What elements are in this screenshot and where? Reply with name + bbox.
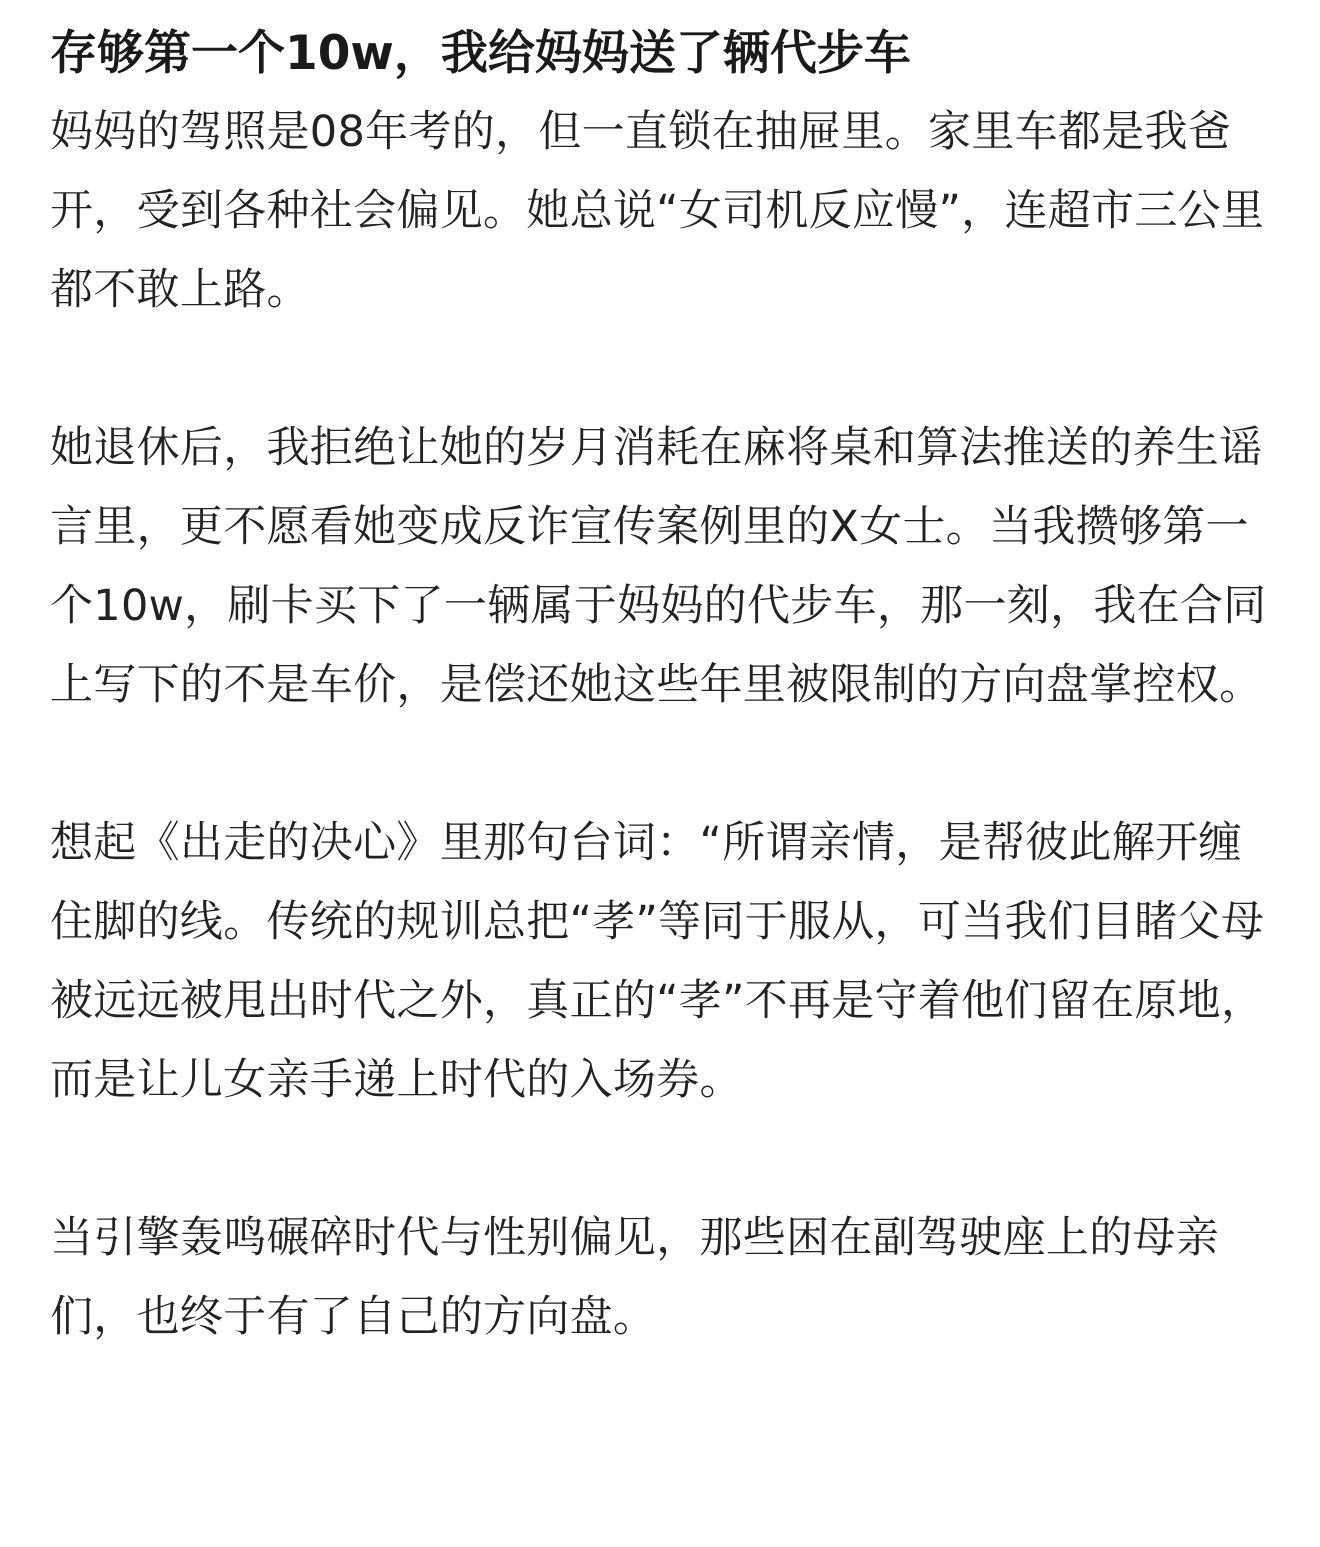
watermark-blur <box>575 760 795 798</box>
paragraph-gap <box>50 330 1270 409</box>
paragraph-3: 想起《出走的决心》里那句台词：“所谓亲情，是帮彼此解开缠住脚的线。传统的规训总把“孝”等同于服从，可当我们目睹父母被远远被甩出时代之外，真正的“孝”不再是守着他们留在原地，而是让儿女亲手递上时代的入场券。 <box>50 818 1265 1105</box>
paragraph-4: 当引擎轰鸣碾碎时代与性别偏见，那些困在副驾驶座上的母亲们，也终于有了自己的方向盘。 <box>50 1213 1220 1342</box>
paragraph-1: 妈妈的驾照是08年考的，但一直锁在抽屉里。家里车都是我爸开，受到各种社会偏见。她总说“女司机反应慢”，连超市三公里都不敢上路。 <box>50 107 1265 315</box>
article <box>50 18 1270 1357</box>
article-title: 存够第一个10w，我给妈妈送了辆代步车 <box>50 26 911 81</box>
paragraph-2: 她退休后，我拒绝让她的岁月消耗在麻将桌和算法推送的养生谣言里，更不愿看她变成反诈宣传案例里的X女士。当我攒够第一个10w，刷卡买下了一辆属于妈妈的代步车，那一刻，我在合同上写下的不是车价，是偿还她这些年里被限制的方向盘掌控权。 <box>50 423 1267 710</box>
paragraph-gap <box>50 1120 1270 1199</box>
